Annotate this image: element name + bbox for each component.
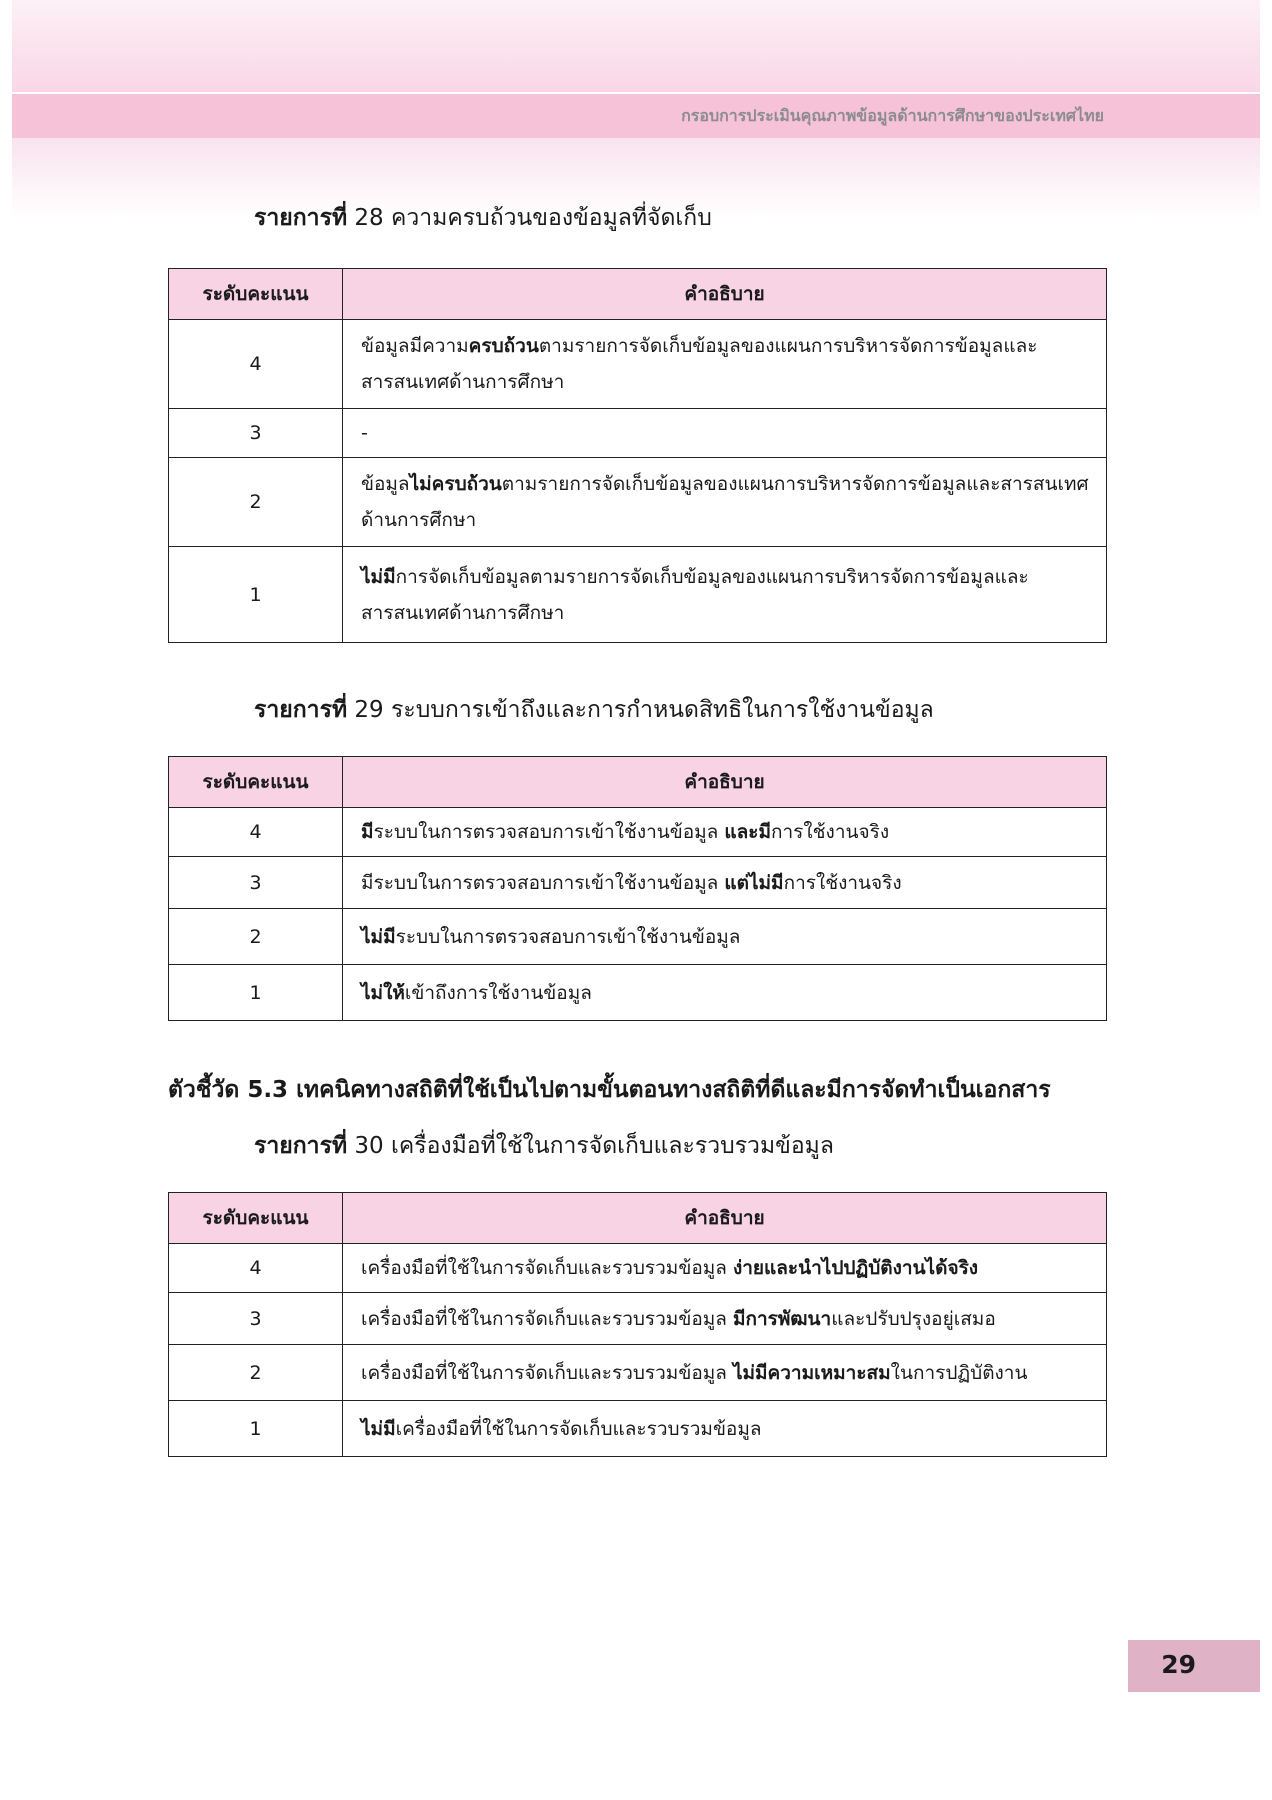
description-cell <box>343 857 1107 909</box>
desc-bold: ไม่มี <box>361 565 396 588</box>
item-30-table <box>168 1192 1107 1457</box>
level-cell: 2 <box>169 458 343 547</box>
description-cell <box>343 547 1107 643</box>
desc-text: ระบบในการตรวจสอบการเข้าใช้งานข้อมูล <box>395 925 741 948</box>
desc-bold: ง่ายและนำไปปฏิบัติงานได้จริง <box>732 1257 979 1279</box>
desc-text: เครื่องมือที่ใช้ในการจัดเก็บและรวบรวมข้อมูล <box>361 1257 733 1279</box>
table-row <box>169 1293 1107 1345</box>
desc-text: เครื่องมือที่ใช้ในการจัดเก็บและรวบรวมข้อมูล <box>395 1417 762 1440</box>
table-header-row <box>169 269 1107 320</box>
level-cell: 2 <box>169 1345 343 1401</box>
level-cell: 1 <box>169 547 343 643</box>
level-cell: 3 <box>169 1293 343 1345</box>
description-cell <box>343 965 1107 1021</box>
description-cell <box>343 458 1107 547</box>
desc-text: ข้อมูล <box>361 473 410 495</box>
desc-bold: ไม่มี <box>361 925 396 948</box>
description-cell <box>343 1293 1107 1345</box>
col-header-level: ระดับคะแนน <box>169 757 343 808</box>
item-28-table <box>168 268 1107 643</box>
item-title: 30 เครื่องมือที่ใช้ในการจัดเก็บและรวบรวมข้อมูล <box>354 1133 834 1159</box>
level-cell: 2 <box>169 909 343 965</box>
description-cell <box>343 320 1107 409</box>
desc-bold: ไม่มีความเหมาะสม <box>732 1361 891 1384</box>
header-gradient <box>12 0 1260 92</box>
desc-bold: มี <box>361 821 374 843</box>
desc-text: การใช้งานจริง <box>783 871 902 894</box>
description-cell <box>343 409 1107 458</box>
desc-bold: ไม่ครบถ้วน <box>409 473 502 495</box>
level-cell: 4 <box>169 1244 343 1293</box>
table-row <box>169 1244 1107 1293</box>
level-cell: 3 <box>169 857 343 909</box>
desc-text: - <box>361 422 368 444</box>
table-row <box>169 409 1107 458</box>
desc-text: การใช้งานจริง <box>771 821 890 843</box>
level-cell: 4 <box>169 320 343 409</box>
col-header-description: คำอธิบาย <box>343 1193 1107 1244</box>
table-row <box>169 1345 1107 1401</box>
desc-bold: ไม่ให้ <box>361 981 405 1004</box>
item-title: 28 ความครบถ้วนของข้อมูลที่จัดเก็บ <box>354 205 712 231</box>
col-header-description: คำอธิบาย <box>343 757 1107 808</box>
table-row <box>169 320 1107 409</box>
desc-text: มีระบบในการตรวจสอบการเข้าใช้งานข้อมูล <box>361 871 725 894</box>
item-label: รายการที่ <box>254 205 348 231</box>
table-row <box>169 965 1107 1021</box>
desc-bold: มีการพัฒนา <box>732 1307 832 1330</box>
desc-text: ตามรายการจัดเก็บข้อมูลของแผนการบริหารจัดการข้อมูลและสารสนเทศด้านการศึกษา <box>361 335 1038 393</box>
table-row <box>169 909 1107 965</box>
table-row <box>169 1401 1107 1457</box>
level-cell: 1 <box>169 1401 343 1457</box>
level-cell: 4 <box>169 808 343 857</box>
table-row <box>169 547 1107 643</box>
item-30-heading <box>254 1128 834 1164</box>
table-header-row <box>169 757 1107 808</box>
desc-text: ระบบในการตรวจสอบการเข้าใช้งานข้อมูล <box>373 821 725 843</box>
desc-text: เครื่องมือที่ใช้ในการจัดเก็บและรวบรวมข้อมูล <box>361 1361 733 1384</box>
desc-bold: และมี <box>724 821 771 843</box>
table-row <box>169 857 1107 909</box>
desc-bold: ไม่มี <box>361 1417 396 1440</box>
item-label: รายการที่ <box>254 1133 348 1159</box>
desc-bold: แต่ไม่มี <box>724 871 784 894</box>
description-cell <box>343 1401 1107 1457</box>
desc-bold: ครบถ้วน <box>468 335 539 357</box>
level-cell: 3 <box>169 409 343 458</box>
desc-text: ในการปฏิบัติงาน <box>890 1361 1028 1384</box>
description-cell <box>343 1244 1107 1293</box>
running-header-title: กรอบการประเมินคุณภาพข้อมูลด้านการศึกษาของประเทศไทย <box>681 106 1104 125</box>
item-29-heading <box>254 692 934 728</box>
item-title: 29 ระบบการเข้าถึงและการกำหนดสิทธิในการใช้งานข้อมูล <box>354 697 934 723</box>
col-header-level: ระดับคะแนน <box>169 269 343 320</box>
description-cell <box>343 808 1107 857</box>
description-cell <box>343 909 1107 965</box>
col-header-description: คำอธิบาย <box>343 269 1107 320</box>
desc-text: การจัดเก็บข้อมูลตามรายการจัดเก็บข้อมูลของแผนการบริหารจัดการข้อมูลและสารสนเทศด้านการศึกษา <box>361 565 1029 624</box>
item-28-heading <box>254 200 712 236</box>
desc-text: เครื่องมือที่ใช้ในการจัดเก็บและรวบรวมข้อมูล <box>361 1307 733 1330</box>
desc-text: และปรับปรุงอยู่เสมอ <box>831 1307 996 1330</box>
desc-text: ตามรายการจัดเก็บข้อมูลของแผนการบริหารจัดการข้อมูลและสารสนเทศด้านการศึกษา <box>361 473 1089 531</box>
item-29-table <box>168 756 1107 1021</box>
desc-text: เข้าถึงการใช้งานข้อมูล <box>404 981 592 1004</box>
description-cell <box>343 1345 1107 1401</box>
col-header-level: ระดับคะแนน <box>169 1193 343 1244</box>
item-label: รายการที่ <box>254 697 348 723</box>
table-header-row <box>169 1193 1107 1244</box>
table-row <box>169 458 1107 547</box>
desc-text: ข้อมูลมีความ <box>361 335 469 357</box>
table-row <box>169 808 1107 857</box>
level-cell: 1 <box>169 965 343 1021</box>
page-number: 29 <box>1161 1650 1196 1679</box>
indicator-heading: ตัวชี้วัด 5.3 เทคนิคทางสถิติที่ใช้เป็นไปตามขั้นตอนทางสถิติที่ดีและมีการจัดทำเป็นเอกสาร <box>168 1077 1051 1103</box>
